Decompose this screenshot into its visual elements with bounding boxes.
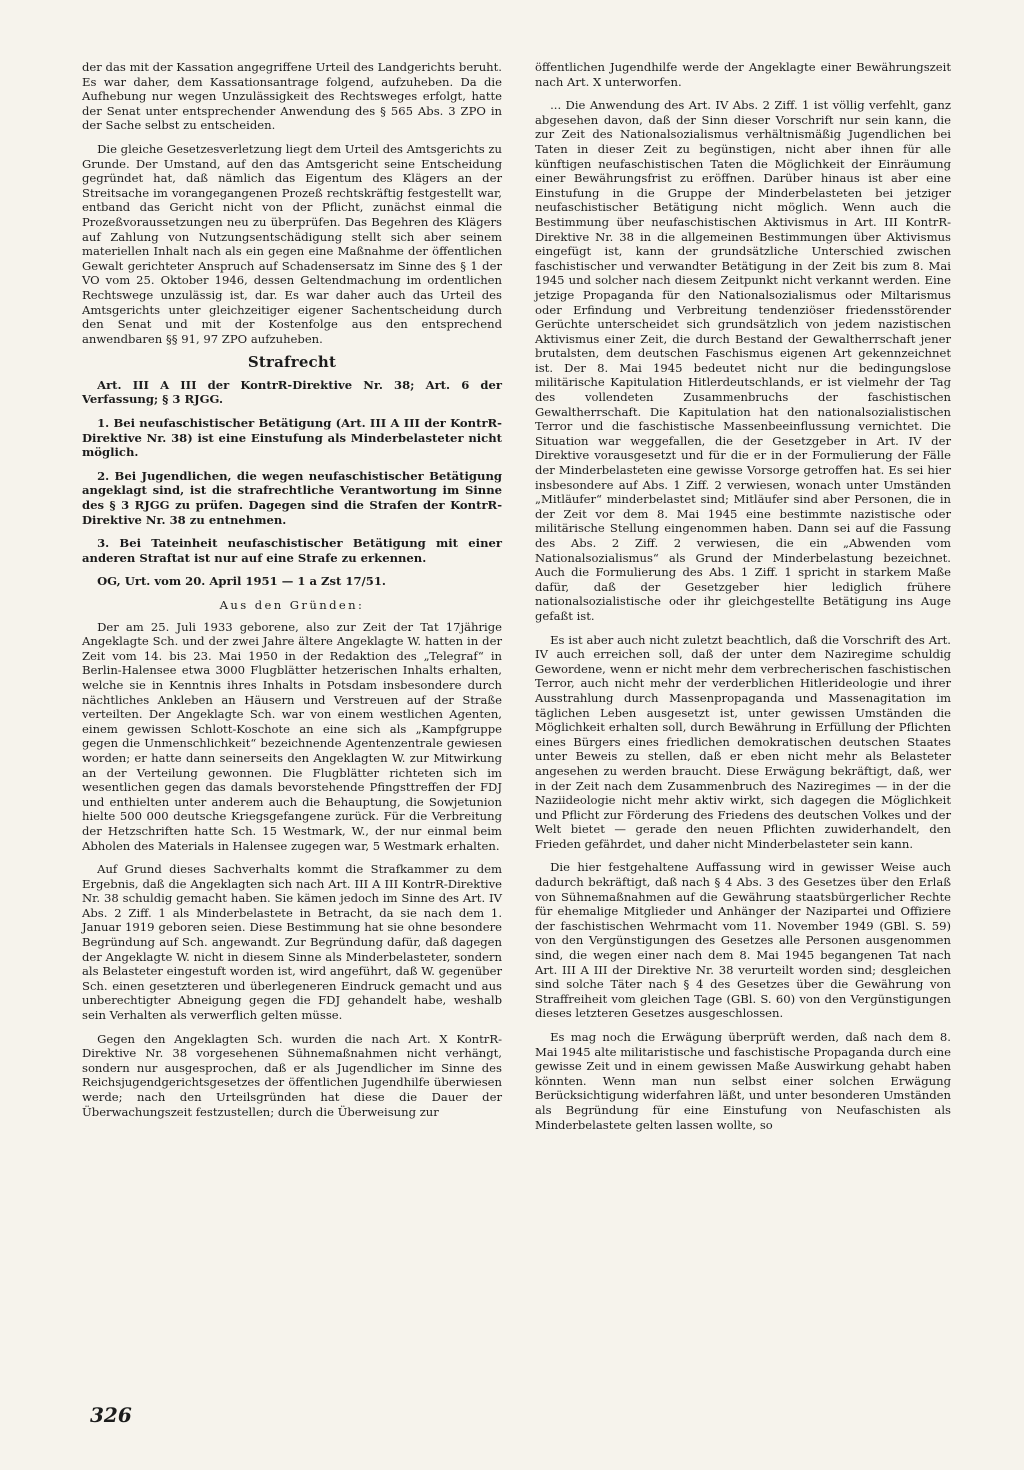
paragraph: Gegen den Angeklagten Sch. wurden die nach Art. X KontrR-Direktive Nr. 38 vorgesehenen Sühnemaßnahmen nicht verhängt, sondern nur ausgesprochen, daß er als Jugendlicher im Sinne des Reichsjugendgerichtsgesetzes der öffentlichen Jugendhilfe überwiesen werde; nach den Urteilsgründen hat diese die Dauer der Überwachungszeit festzustellen; durch die Überweisung zur [82, 1031, 502, 1119]
leitsatz: 2. Bei Jugendlichen, die wegen neufaschistischer Betätigung angeklagt sind, ist die strafrechtliche Verantwortung im Sinne des § 3 RJGG zu prüfen. Dagegen sind die Strafen der KontrR-Direktive Nr. 38 zu entnehmen. [82, 468, 502, 527]
leitsatz: 3. Bei Tateinheit neufaschistischer Betätigung mit einer anderen Straftat ist nur auf eine Strafe zu erkennen. [82, 536, 502, 565]
paragraph: Es mag noch die Erwägung überprüft werden, daß nach dem 8. Mai 1945 alte militaristische und faschistische Propaganda durch eine gewisse Zeit und in einem gewissen Maße Auswirkung gehabt haben könnten. Wenn man nun selbst einer solchen Erwägung Berücksichtigung widerfahren läßt, und unter besonderen Umständen als Begründung für eine Einstufung von Neufaschisten als Minderbelastete gelten lassen wollte, so [535, 1030, 951, 1132]
paragraph: der das mit der Kassation angegriffene Urteil des Landgerichts beruht. Es war daher, dem Kassationsantrage folgend, aufzuheben. Da die Aufhebung nur wegen Unzulässigkeit des Rechtsweges erfolgt, hatte der Senat unter entsprechender Anwendung des § 565 Abs. 3 ZPO in der Sache selbst zu entscheiden. [82, 60, 502, 133]
section-heading: Strafrecht [247, 353, 337, 372]
paragraph: Es ist aber auch nicht zuletzt beachtlich, daß die Vorschrift des Art. IV auch erreichen soll, daß der unter dem Naziregime schuldig Gewordene, wenn er nicht mehr dem verbrecherischen faschistischen Terror, auch nicht mehr der verderblichen Hitlerideologie und ihrer Ausstrahlung durch Massenpropaganda und Massenagitation im täglichen Leben ausgesetzt ist, unter gewissen Umständen die Möglichkeit erhalten soll, durch Bewährung in Erfüllung der Pflichten eines Bürgers eines friedlichen demokratischen deutschen Staates unter Beweis zu stellen, daß er eben nicht mehr als Belasteter angesehen zu werden braucht. Diese Erwägung bekräftigt, daß, wer in der Zeit nach dem Zusammenbruch des Naziregimes — in der die Naziideologie nicht mehr aktiv wirkt, sich dagegen die Möglichkeit und Pflicht zur Förderung des Friedens des deutschen Volkes und der Welt bietet — gerade den neuen Pflichten zuwiderhandelt, den Frieden gefährdet, und daher nicht Minderbelasteter sein kann. [535, 632, 951, 851]
left-column [82, 60, 502, 1128]
paragraph: ... Die Anwendung des Art. IV Abs. 2 Ziff. 1 ist völlig verfehlt, ganz abgesehen davon, daß der Sinn dieser Vorschrift nur sein kann, die zur Zeit des Nationalsozialismus verhältnismäßig Jugendlichen bei Taten in dieser Zeit zu begünstigen, nicht aber ihnen für alle künftigen neufaschistischen Taten die Möglichkeit der Einräumung einer Bewährungsfrist zu eröffnen. Darüber hinaus ist aber eine Einstufung in die Gruppe der Minderbelasteten bei jetziger neufaschistischer Betätigung nicht möglich. Wenn auch die Bestimmung über neufaschistischen Aktivismus in Art. III KontrR-Direktive Nr. 38 in die allgemeinen Bestimmungen über Aktivismus eingefügt ist, kann der grundsätzliche Unterschied zwischen faschistischer und verwandter Betätigung in der Zeit bis zum 8. Mai 1945 und solcher nach diesem Zeitpunkt nicht verkannt werden. Eine jetzige Propaganda für den Nationalsozialismus oder Miltarismus oder Erfindung und Verbreitung tendenziöser friedensstörender Gerüchte unterscheidet sich grundsätzlich von jedem nazistischen Aktivismus einer Zeit, die durch Bestand der Gewaltherrschaft jener brutalsten, dem deutschen Faschismus eigenen Art gekennzeichnet ist. Der 8. Mai 1945 bedeutet nicht nur die bedingungslose militärische Kapitulation Hitlerdeutschlands, er ist vielmehr der Tag des vollendeten Zusammenbruchs der faschistischen Gewaltherrschaft. Die Kapitulation hat den nationalsozialistischen Terror und die faschistische Massenbeeinflussung vernichtet. Die Situation war weggefallen, die der Gesetzgeber in Art. IV der Direktive vorausgesetzt und für die er in der Formulierung der Fälle der Minderbelasteten eine gewisse Vorsorge getroffen hat. Es sei hier insbesondere auf Abs. 1 Ziff. 2 verwiesen, wonach unter Umständen „Mitläufer“ minderbelastet sind; Mitläufer sind aber Personen, die in der Zeit vor dem 8. Mai 1945 eine bestimmte nazistische oder militärische Stellung eingenommen haben. Dann sei auf die Fassung des Abs. 2 Ziff. 2 verwiesen, die ein „Abwenden vom Nationalsozialismus“ als Grund der Minderbelastung bezeichnet. Auch die Formulierung des Abs. 1 Ziff. 1 spricht in starkem Maße dafür, daß der Gesetzgeber hier lediglich frühere nationalsozialistische oder ihr gleichgestellte Betätigung ins Auge gefaßt ist. [535, 98, 951, 623]
paragraph: Der am 25. Juli 1933 geborene, also zur Zeit der Tat 17jährige Angeklagte Sch. und der zwei Jahre ältere Angeklagte W. hatten in der Zeit vom 14. bis 23. Mai 1950 in der Redaktion des „Telegraf“ in Berlin-Halensee etwa 3000 Flugblätter hetzerischen Inhalts erhalten, welche sie in Kenntnis ihres Inhalts in Potsdam insbesondere durch nächtliches Ankleben an Häusern und Verstreuen auf der Straße verteilten. Der Angeklagte Sch. war von einem westlichen Agenten, einem gewissen Schlott-Koschote an eine sich als „Kampfgruppe gegen die Unmenschlichkeit“ bezeichnende Agentenzentrale gewiesen worden; er hatte dann seinerseits den Angeklagten W. zur Mitwirkung an der Verteilung gewonnen. Die Flugblätter richteten sich im wesentlichen gegen das damals bevorstehende Pfingsttreffen der FDJ und enthielten unter anderem auch die Behauptung, die Sowjetunion hielte 500 000 deutsche Kriegsgefangene zurück. Für die Verbreitung der Hetzschriften hatte Sch. 15 Westmark, W., der nur einmal beim Abholen des Materials in Halensee zugegen war, 5 Westmark erhalten. [82, 619, 502, 853]
paragraph: Auf Grund dieses Sachverhalts kommt die Strafkammer zu dem Ergebnis, daß die Angeklagten sich nach Art. III A III KontrR-Direktive Nr. 38 schuldig gemacht haben. Sie kämen jedoch im Sinne des Art. IV Abs. 2 Ziff. 1 als Minderbelastete in Betracht, da sie nach dem 1. Januar 1919 geboren seien. Diese Bestimmung hat sie ohne besondere Begründung auf Sch. angewandt. Zur Begründung dafür, daß dagegen der Angeklagte W. nicht in diesem Sinne als Minderbelasteter, sondern als Belasteter eingestuft worden ist, wird angeführt, daß W. gegenüber Sch. einen gesetzteren und überlegeneren Eindruck gemacht und aus unberechtigter Abneigung gegen die FDJ gehandelt habe, weshalb sein Verhalten als verwerflich gelten müsse. [82, 862, 502, 1023]
reasons-subheading: Aus den Gründen: [219, 598, 365, 612]
paragraph: öffentlichen Jugendhilfe werde der Angeklagte einer Bewährungszeit nach Art. X unterworfen. [535, 60, 951, 89]
paragraph: Die gleiche Gesetzesverletzung liegt dem Urteil des Amtsgerichts zu Grunde. Der Umstand, auf den das Amtsgericht seine Entscheidung gegründet hat, daß nämlich das Eigentum des Klägers an der Streitsache im vorangegangenen Prozeß rechtskräftig festgestellt war, entband das Gericht nicht von der Pflicht, zunächst einmal die Prozeßvoraussetzungen neu zu überprüfen. Das Begehren des Klägers auf Zahlung von Nutzungsentschädigung stellt sich aber seinem materiellen Inhalt nach als ein gegen eine Maßnahme der öffentlichen Gewalt gerichteter Anspruch auf Schadensersatz im Sinne des § 1 der VO vom 25. Oktober 1946, dessen Geltendmachung im ordentlichen Rechtswege unzulässig ist, dar. Es war daher auch das Urteil des Amtsgerichts unter gleichzeitiger eigener Sachentscheidung durch den Senat und mit der Kostenfolge aus den entsprechend anwendbaren §§ 91, 97 ZPO aufzuheben. [82, 141, 502, 346]
paragraph: Die hier festgehaltene Auffassung wird in gewisser Weise auch dadurch bekräftigt, daß nach § 4 Abs. 3 des Gesetzes über den Erlaß von Sühnemaßnahmen auf die Gewährung staatsbürgerlicher Rechte für ehemalige Mitglieder und Anhänger der Nazipartei und Offiziere der faschistischen Wehrmacht vom 11. November 1949 (GBl. S. 59) von den Vergünstigungen des Gesetzes alle Personen ausgenommen sind, die wegen einer nach dem 8. Mai 1945 begangenen Tat nach Art. III A III der Direktive Nr. 38 verurteilt worden sind; desgleichen sind solche Täter nach § 4 des Gesetzes über die Gewährung von Straffreiheit vom gleichen Tage (GBl. S. 60) von den Vergünstigungen dieses letzteren Gesetzes ausgeschlossen. [535, 860, 951, 1021]
leitsatz: 1. Bei neufaschistischer Betätigung (Art. III A III der KontrR-Direktive Nr. 38) ist eine Einstufung als Minderbelasteter nicht möglich. [82, 416, 502, 460]
right-column [535, 60, 951, 1141]
headnote-reference: Art. III A III der KontrR-Direktive Nr. 38; Art. 6 der Verfassung; § 3 RJGG. [82, 377, 502, 407]
decision-citation: OG, Urt. vom 20. April 1951 — 1 a Zst 17/51. [97, 574, 386, 589]
page-number: 326 [90, 1403, 132, 1427]
